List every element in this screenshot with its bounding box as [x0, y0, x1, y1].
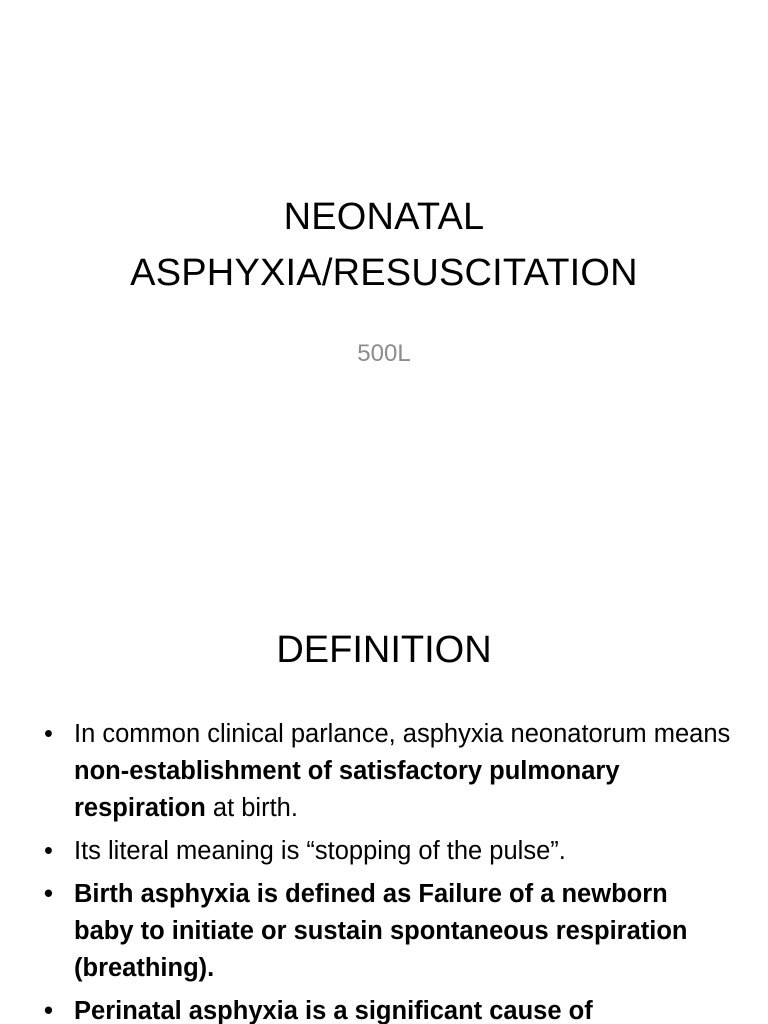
definition-heading: DEFINITION — [276, 629, 492, 671]
definition-slide — [0, 576, 768, 1024]
bullet-dot-icon: • — [44, 880, 53, 908]
bullet-item-2 — [42, 833, 732, 870]
bullet-2-text: Its literal meaning is “stopping of the pulse”. — [74, 837, 566, 865]
bullet-dot-icon: • — [44, 720, 53, 748]
bullet-item-3 — [42, 876, 732, 987]
bullet-dot-icon: • — [44, 837, 53, 865]
slide-title-line-1: NEONATAL — [283, 196, 485, 238]
bullet-item-1 — [42, 716, 732, 827]
slide-subtitle: 500L — [357, 340, 411, 367]
definition-bullet-list — [42, 716, 732, 1024]
bullet-item-4 — [42, 993, 732, 1024]
bullet-dot-icon: • — [44, 997, 53, 1024]
bullet-1-text-bold: non-establishment of satisfactory pulmonary respiration — [74, 757, 620, 822]
bullet-1-text-start: In common clinical parlance, asphyxia neonatorum means — [74, 720, 731, 748]
bullet-1-text-end: at birth. — [205, 794, 298, 822]
bullet-4-text: Perinatal asphyxia is a significant cause of — [74, 997, 593, 1024]
slide-title-line-2: ASPHYXIA/RESUSCITATION — [130, 252, 638, 294]
bullet-3-text: Birth asphyxia is defined as Failure of a newborn baby to initiate or sustain spontaneous respiration (breathing). — [74, 880, 688, 982]
